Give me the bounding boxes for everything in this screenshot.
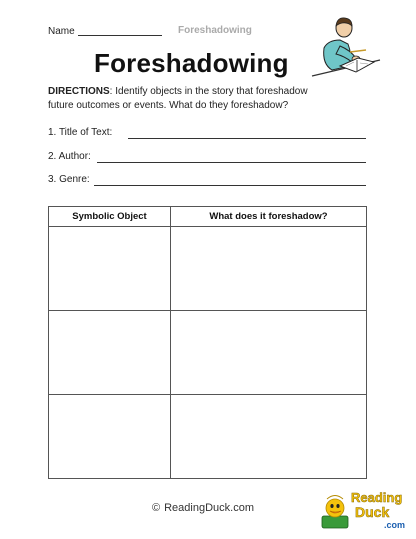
footer xyxy=(152,502,254,514)
person-reading-book-icon xyxy=(310,14,382,84)
foreshadow-cell[interactable] xyxy=(171,395,367,479)
field-genre xyxy=(48,174,90,185)
reading-duck-logo xyxy=(318,486,408,532)
header-topic: Foreshadowing xyxy=(178,25,252,36)
directions-label: DIRECTIONS xyxy=(48,86,110,97)
table-header-row xyxy=(49,207,367,227)
symbolic-object-cell[interactable] xyxy=(49,395,171,479)
column-header-symbolic-object: Symbolic Object xyxy=(49,207,171,227)
table-row xyxy=(49,395,367,479)
column-header-what-foreshadow: What does it foreshadow? xyxy=(171,207,367,227)
page-title: Foreshadowing xyxy=(94,48,289,78)
foreshadow-cell[interactable] xyxy=(171,227,367,311)
logo-text-com: .com xyxy=(384,520,406,530)
duck-mascot-icon xyxy=(322,496,348,529)
field-label: 3. Genre: xyxy=(48,174,90,185)
logo-text-duck: Duck xyxy=(355,504,390,520)
footer-site: ReadingDuck.com xyxy=(164,502,254,514)
directions xyxy=(48,85,328,113)
directions-text: : Identify objects in the story that foreshadow future outcomes or events. What do they foreshadow? xyxy=(48,86,308,111)
foreshadow-cell[interactable] xyxy=(171,311,367,395)
logo-text-reading: Reading xyxy=(351,490,403,505)
table-row xyxy=(49,311,367,395)
name-field-line[interactable] xyxy=(78,35,162,36)
field-title-of-text xyxy=(48,127,112,138)
name-label: Name xyxy=(48,26,75,37)
field-author xyxy=(48,151,91,162)
copyright-symbol: © xyxy=(152,502,161,514)
title-of-text-input[interactable] xyxy=(128,138,366,139)
table-row xyxy=(49,227,367,311)
foreshadowing-table xyxy=(48,206,367,479)
field-label: 2. Author: xyxy=(48,151,91,162)
field-label: 1. Title of Text: xyxy=(48,127,113,138)
symbolic-object-cell[interactable] xyxy=(49,227,171,311)
symbolic-object-cell[interactable] xyxy=(49,311,171,395)
author-input[interactable] xyxy=(97,162,366,163)
genre-input[interactable] xyxy=(94,185,366,186)
